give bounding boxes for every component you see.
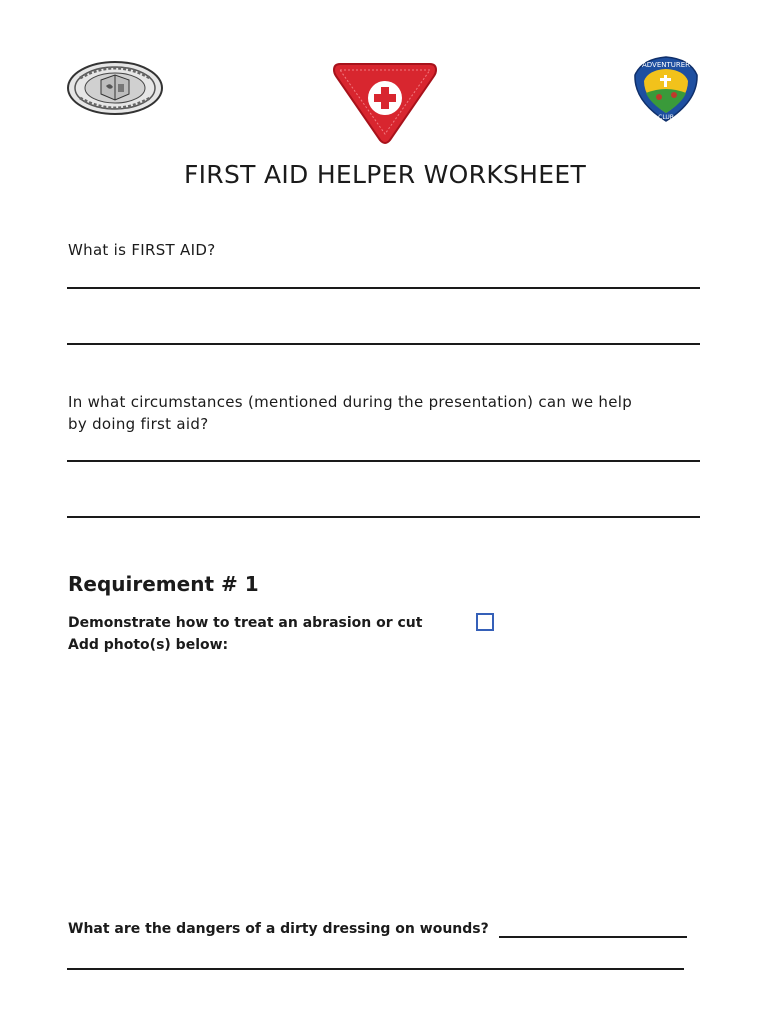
question-dirty-dressing: What are the dangers of a dirty dressing on wounds? <box>68 921 489 937</box>
answer-line[interactable] <box>67 287 700 289</box>
requirement-checkbox[interactable] <box>476 613 494 631</box>
pathfinder-seal-badge-icon <box>66 60 164 116</box>
page-title: FIRST AID HELPER WORKSHEET <box>183 160 587 189</box>
club-badge-text-top: ADVENTURER <box>641 61 691 69</box>
question-what-is-first-aid: What is FIRST AID? <box>68 241 216 259</box>
adventurer-club-badge-icon <box>632 55 700 123</box>
question-circumstances <box>68 391 632 435</box>
requirement-line1: Demonstrate how to treat an abrasion or cut <box>68 615 423 631</box>
requirement-heading: Requirement # 1 <box>68 572 259 596</box>
answer-line[interactable] <box>67 516 700 518</box>
question-circumstances-line2: by doing first aid? <box>68 415 209 433</box>
answer-line[interactable] <box>67 343 700 345</box>
red-cross-triangle-badge-icon <box>328 60 442 144</box>
requirement-line2: Add photo(s) below: <box>68 637 229 653</box>
answer-line[interactable] <box>499 936 687 938</box>
requirement-description <box>68 612 422 656</box>
club-badge-text-bottom: CLUB <box>658 114 674 121</box>
answer-line[interactable] <box>67 968 684 970</box>
question-circumstances-line1: In what circumstances (mentioned during the presentation) can we help <box>68 393 633 411</box>
answer-line[interactable] <box>67 460 700 462</box>
